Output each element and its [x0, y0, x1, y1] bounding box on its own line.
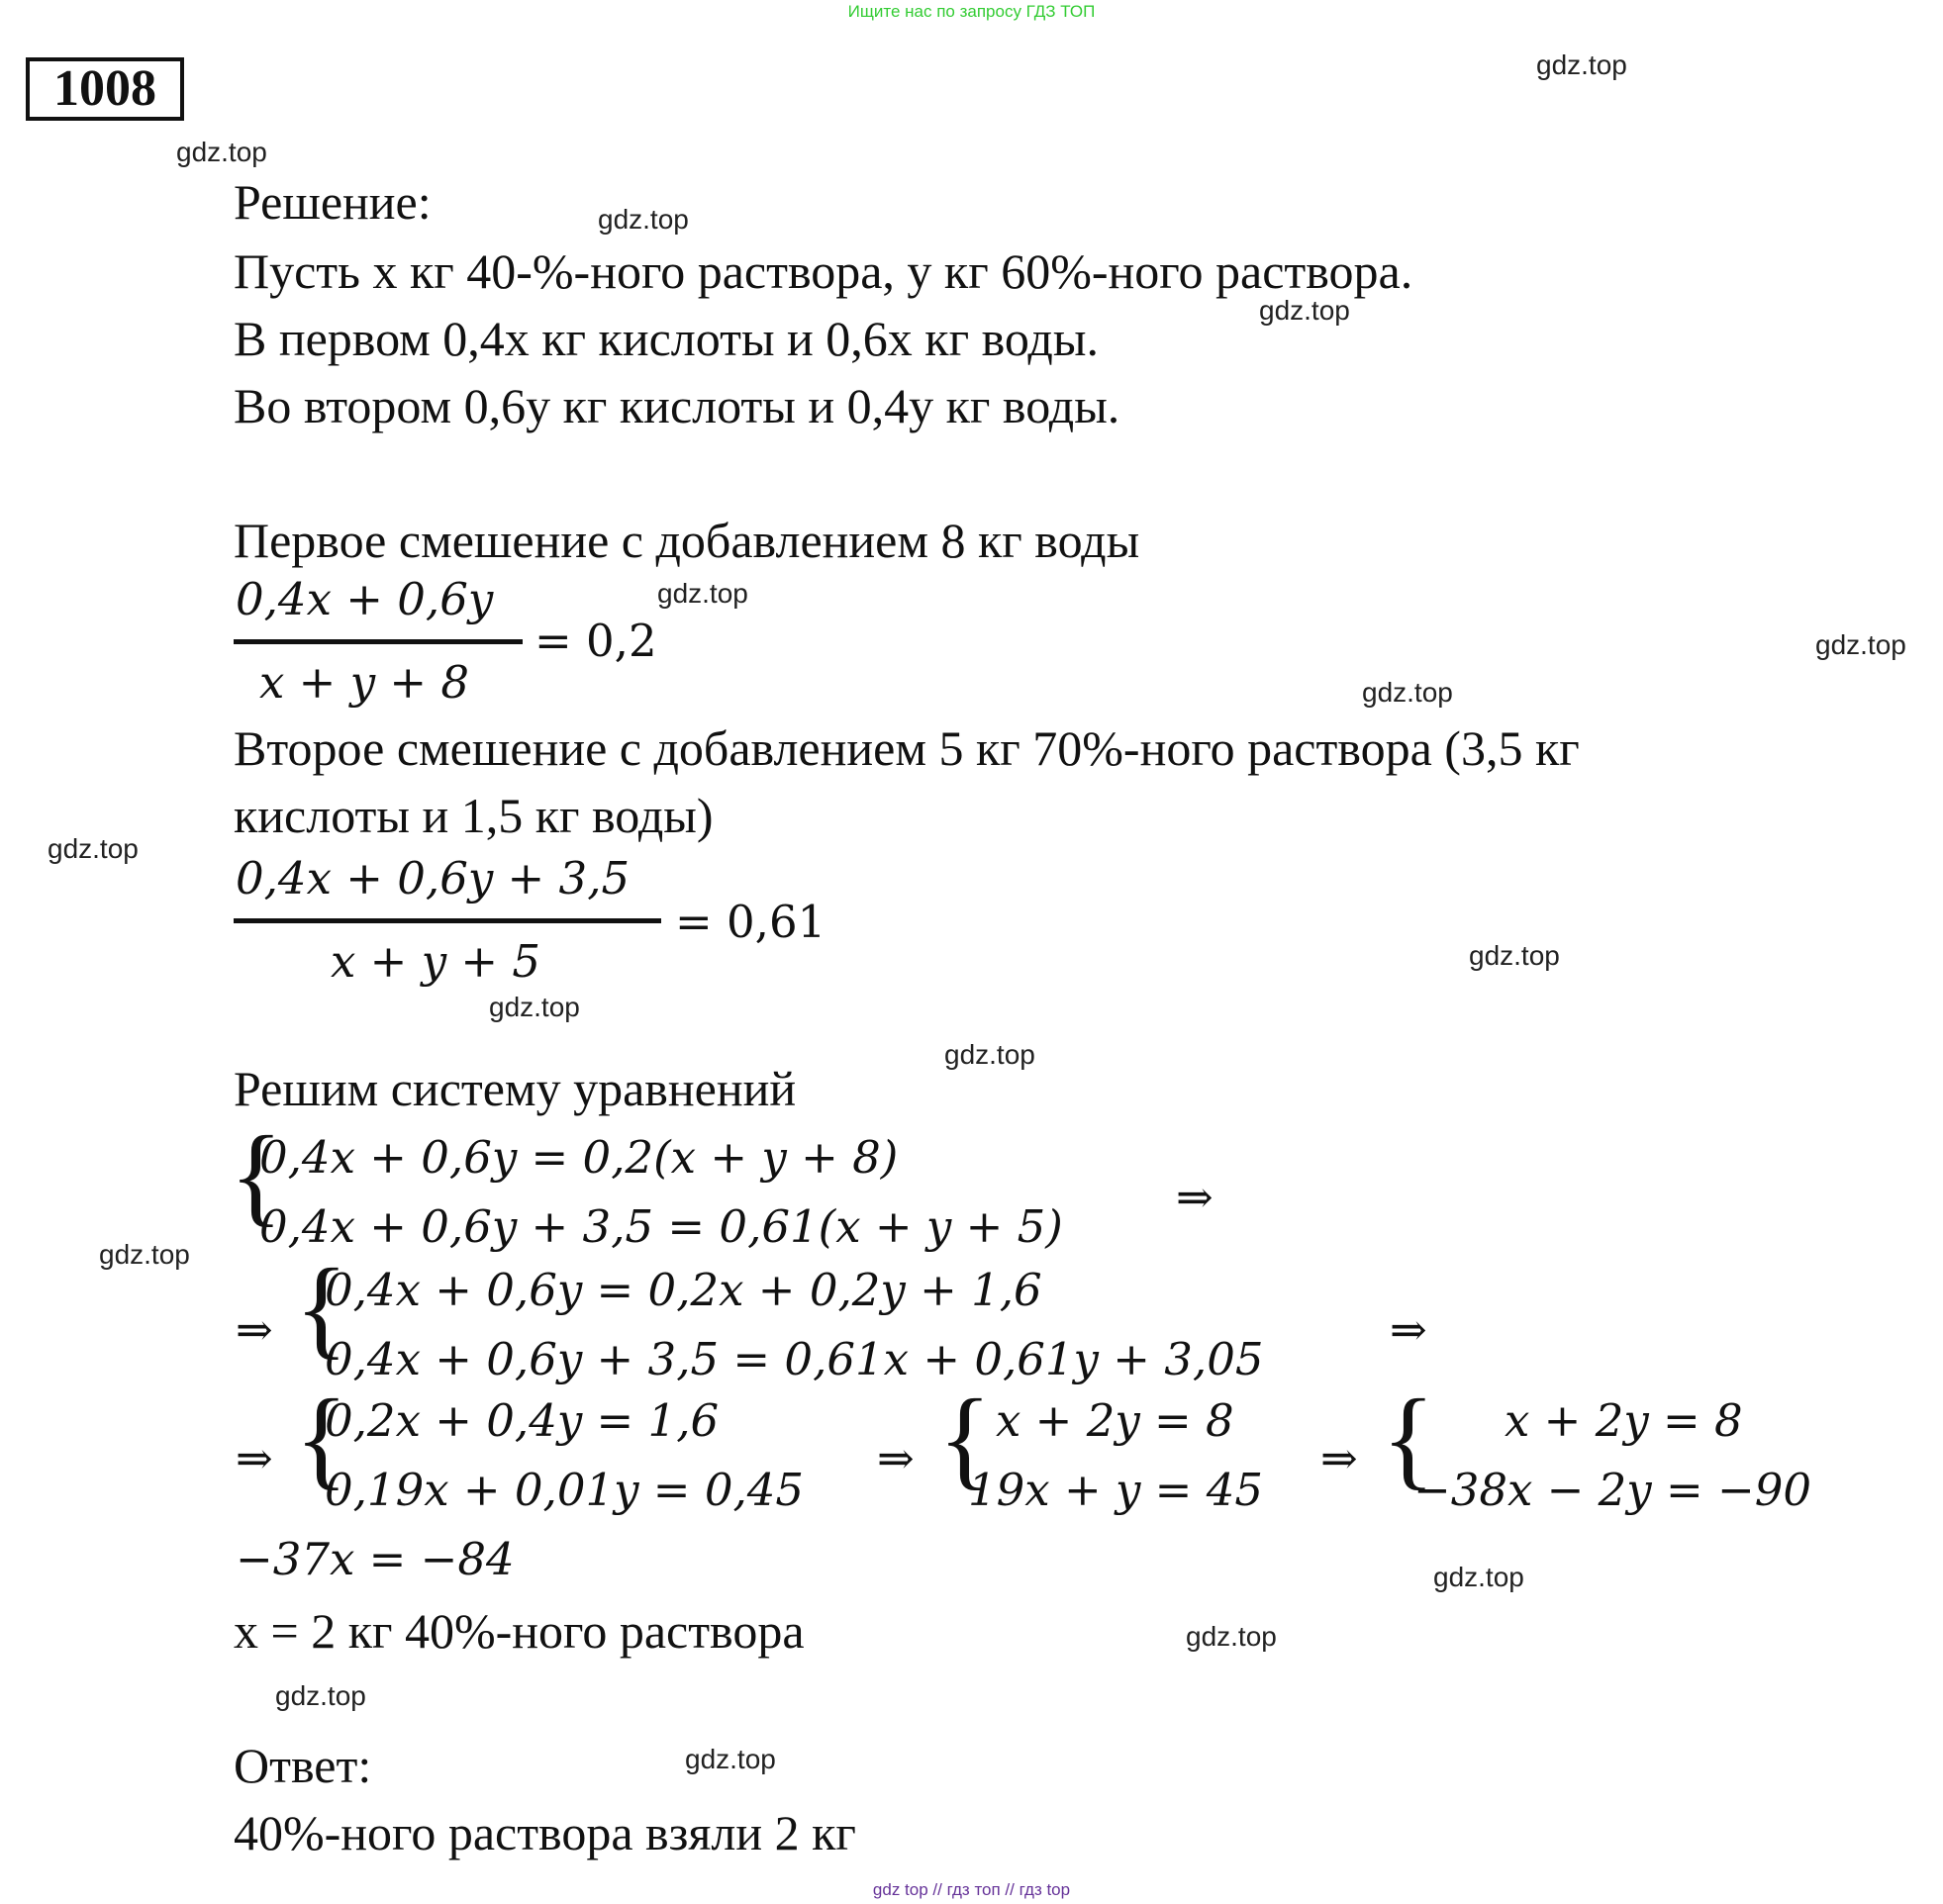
fraction-bar	[234, 639, 523, 644]
equation-rhs: = 0,61	[675, 896, 826, 948]
watermark: gdz.top	[1536, 49, 1627, 80]
watermark: gdz.top	[1259, 295, 1350, 326]
implies-symbol: ⇒	[1390, 1303, 1427, 1356]
system-title: Решим систему уравнений	[234, 1061, 797, 1116]
fraction-bar	[234, 918, 661, 923]
system-row: 0,2x + 0,4y = 1,6	[325, 1394, 720, 1447]
fraction-denominator: x + y + 8	[259, 656, 470, 709]
footer-banner: gdz top // гдз топ // гдз top	[872, 1880, 1071, 1899]
top-banner: Ищите нас по запросу ГДЗ ТОП	[847, 2, 1096, 21]
watermark: gdz.top	[1186, 1621, 1277, 1652]
system-row: 0,4x + 0,6y + 3,5 = 0,61x + 0,61y + 3,05	[325, 1333, 1264, 1385]
implies-symbol: ⇒	[877, 1432, 915, 1484]
watermark: gdz.top	[944, 1039, 1035, 1070]
watermark: gdz.top	[99, 1239, 190, 1270]
answer-text: 40%-ного раствора взяли 2 кг	[234, 1805, 856, 1860]
system-row: x + 2y = 8	[1505, 1394, 1743, 1447]
watermark: gdz.top	[1815, 629, 1906, 660]
solution-line: Во втором 0,6y кг кислоты и 0,4y кг воды.	[234, 378, 1120, 433]
implies-symbol: ⇒	[1320, 1432, 1358, 1484]
system-brace: {	[1382, 1378, 1435, 1500]
task-number: 1008	[26, 57, 184, 121]
implies-symbol: ⇒	[236, 1303, 273, 1356]
watermark: gdz.top	[489, 992, 580, 1022]
equation-rhs: = 0,2	[534, 615, 657, 667]
fraction-numerator: 0,4x + 0,6y	[236, 573, 494, 625]
fraction-numerator: 0,4x + 0,6y + 3,5	[236, 852, 631, 904]
watermark: gdz.top	[1362, 677, 1453, 708]
system-row: −38x − 2y = −90	[1413, 1464, 1811, 1516]
watermark: gdz.top	[1433, 1562, 1524, 1592]
result-line: x = 2 кг 40%-ного раствора	[234, 1603, 805, 1659]
watermark: gdz.top	[657, 578, 748, 609]
watermark: gdz.top	[685, 1744, 776, 1774]
watermark: gdz.top	[275, 1680, 366, 1711]
watermark: gdz.top	[1469, 940, 1560, 971]
solution-line: В первом 0,4x кг кислоты и 0,6x кг воды.	[234, 311, 1099, 366]
system-brace: {	[230, 1114, 283, 1237]
system-row: 0,4x + 0,6y + 3,5 = 0,61(x + y + 5)	[259, 1200, 1063, 1253]
implies-symbol: ⇒	[236, 1432, 273, 1484]
system-row: 0,19x + 0,01y = 0,45	[325, 1464, 805, 1516]
system-row: 0,4x + 0,6y = 0,2(x + y + 8)	[259, 1131, 899, 1184]
system-row: 19x + y = 45	[968, 1464, 1263, 1516]
system-brace: {	[938, 1378, 992, 1500]
watermark: gdz.top	[598, 204, 689, 235]
solution-line: Пусть x кг 40-%-ного раствора, y кг 60%-ного раствора.	[234, 243, 1413, 299]
solution-heading: Решение:	[234, 174, 432, 230]
fraction-denominator: x + y + 5	[331, 935, 541, 988]
system-row: 0,4x + 0,6y = 0,2x + 0,2y + 1,6	[325, 1264, 1042, 1316]
system-brace: {	[295, 1247, 348, 1370]
mix2-title: кислоты и 1,5 кг воды)	[234, 788, 714, 843]
mix1-title: Первое смешение с добавлением 8 кг воды	[234, 513, 1140, 568]
answer-heading: Ответ:	[234, 1738, 372, 1793]
system-row: x + 2y = 8	[996, 1394, 1234, 1447]
mix2-title: Второе смешение с добавлением 5 кг 70%-ного раствора (3,5 кг	[234, 720, 1580, 776]
watermark: gdz.top	[48, 833, 139, 864]
result-line: −37x = −84	[236, 1533, 515, 1585]
system-brace: {	[295, 1378, 348, 1500]
implies-symbol: ⇒	[1176, 1171, 1214, 1223]
watermark: gdz.top	[176, 137, 267, 167]
